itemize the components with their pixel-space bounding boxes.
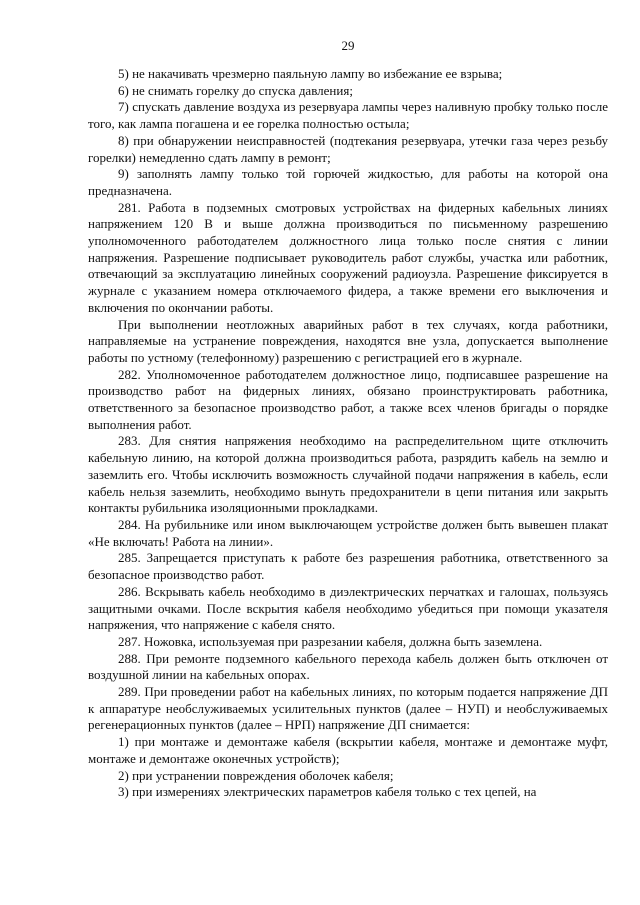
paragraph-item-9: 9) заполнять лампу только той горючей жидкостью, для работы на которой она предназначена. [88,166,608,198]
paragraph-item-7: 7) спускать давление воздуха из резервуара лампы через наливную пробку только после того, как лампа погашена и ее горелка полностью остыла; [88,99,608,132]
paragraph-283: 283. Для снятия напряжения необходимо на распределительном щите отключить кабельную линию, на которой должна производиться работа, разрядить кабель на землю и заземлить его. Чтобы исключить возможность случайной подачи напряжения в кабель, если кабель нельзя заземлить, необходимо вынуть предохранители в цепи питания или закрыть контакты рубильника изоляционными прокладками. [88,433,608,516]
paragraph-286: 286. Вскрывать кабель необходимо в диэлектрических перчатках и галошах, пользуясь защитными очками. После вскрытия кабеля необходимо убедиться при помощи указателя напряжения, что напряжение с кабеля снято. [88,583,608,633]
paragraph-289-item-3: 3) при измерениях электрических параметров кабеля только с тех цепей, на [118,784,537,800]
paragraph-item-6: 6) не снимать горелку до спуска давления; [118,82,353,98]
paragraph-285: 285. Запрещается приступать к работе без разрешения работника, ответственного за безопасное производство работ. [88,550,608,583]
paragraph-282: 282. Уполномоченное работодателем должностное лицо, подписавшее разрешение на производство работ на фидерных линиях, обязано проинструктировать работника, ответственного за безопасное производство работ, а также всех членов бригады о порядке выполнения работ. [88,366,608,432]
paragraph-item-8: 8) при обнаружении неисправностей (подтекания резервуара, утечки газа через резьбу горелки) немедленно сдать лампу в ремонт; [88,132,608,165]
paragraph-item-5: 5) не накачивать чрезмерно паяльную лампу во избежание ее взрыва; [118,66,503,81]
paragraph-281: 281. Работа в подземных смотровых устройствах на фидерных кабельных линиях напряжением 120 В и выше должна производиться по письменному разрешению уполномоченного работодателем должностного лица только после снятия с линии напряжения. Разрешение подписывает руководитель работ службы, участка или работник, отвечающий за эксплуатацию линейных сооружений радиоузла. Разрешение фиксируется в журнале с указанием номера отключаемого фидера, а также времени его выключения и включения по окончании работы. [88,199,608,315]
paragraph-281-emergency: При выполнении неотложных аварийных работ в тех случаях, когда работники, направляемые на устранение повреждения, находятся вне узла, допускается выполнение работы по устному (телефонному) разрешению с регистрацией его в журнале. [88,316,608,365]
page-number: 29 [341,38,355,53]
paragraph-289-item-1: 1) при монтаже и демонтаже кабеля (вскрытии кабеля, монтаже и демонтаже муфт, монтаже и демонтаже оконечных устройств); [88,734,608,766]
paragraph-284: 284. На рубильнике или ином выключающем устройстве должен быть вывешен плакат «Не включать! Работа на линии». [88,516,608,549]
paragraph-288: 288. При ремонте подземного кабельного перехода кабель должен быть отключен от воздушной линии на кабельных опорах. [88,650,608,683]
paragraph-289: 289. При проведении работ на кабельных линиях, по которым подается напряжение ДП к аппаратуре необслуживаемых усилительных пунктов (далее – НУП) и необслуживаемых регенерационных пунктов (далее – НРП) напряжение ДП снимается: [88,684,608,733]
paragraph-287: 287. Ножовка, используемая при разрезании кабеля, должна быть заземлена. [118,633,543,649]
paragraph-289-item-2: 2) при устранении повреждения оболочек кабеля; [118,767,394,783]
